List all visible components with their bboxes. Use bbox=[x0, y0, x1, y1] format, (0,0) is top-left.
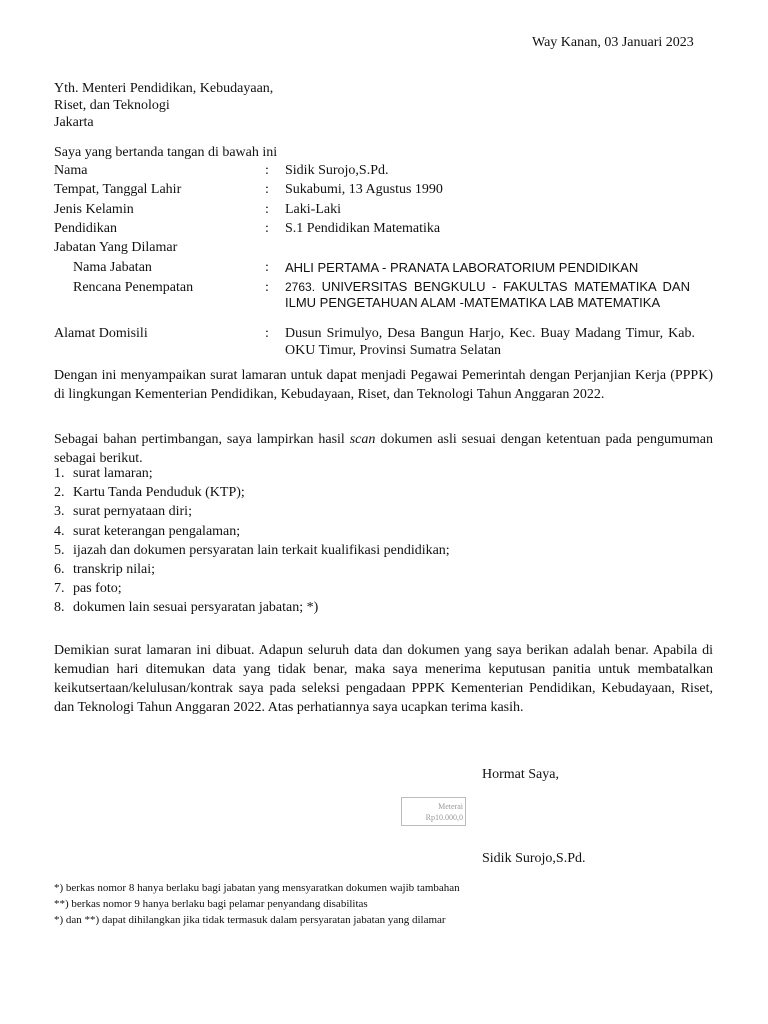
footnote: *) berkas nomor 8 hanya berlaku bagi jabatan yang mensyaratkan dokumen wajib tambahan bbox=[54, 882, 460, 894]
footnote: *) dan **) dapat dihilangkan jika tidak termasuk dalam persyaratan jabatan yang dilamar bbox=[54, 914, 446, 926]
list-text: transkrip nilai; bbox=[73, 561, 156, 577]
list-text: dokumen lain sesuai persyaratan jabatan; *) bbox=[73, 600, 319, 616]
list-text: ijazah dan dokumen persyaratan lain terkait kualifikasi pendidikan; bbox=[73, 542, 450, 558]
list-text: Kartu Tanda Penduduk (KTP); bbox=[73, 485, 245, 501]
field-label: Nama bbox=[54, 163, 88, 178]
field-colon: : bbox=[265, 182, 269, 197]
list-item bbox=[54, 524, 450, 543]
field-value: Dusun Srimulyo, Desa Bangun Harjo, Kec. Buay Madang Timur, Kab. OKU Timur, Provinsi Sumatra Selatan bbox=[285, 326, 695, 358]
recipient-line-3: Jakarta bbox=[54, 115, 94, 130]
stamp-line-1: Meterai bbox=[438, 802, 463, 811]
field-colon: : bbox=[265, 280, 269, 295]
list-number: 3. bbox=[54, 504, 65, 520]
list-number: 2. bbox=[54, 485, 65, 501]
list-text: surat pernyataan diri; bbox=[73, 504, 192, 520]
list-number: 8. bbox=[54, 600, 65, 616]
footnote: **) berkas nomor 9 hanya berlaku bagi pelamar penyandang disabilitas bbox=[54, 898, 368, 910]
list-item bbox=[54, 562, 450, 581]
field-label: Alamat Domisili bbox=[54, 326, 148, 341]
list-item bbox=[54, 543, 450, 562]
field-value: Laki-Laki bbox=[285, 202, 341, 217]
list-text: surat lamaran; bbox=[73, 466, 153, 481]
field-label: Nama Jabatan bbox=[73, 260, 152, 275]
field-colon: : bbox=[265, 221, 269, 236]
field-label: Tempat, Tanggal Lahir bbox=[54, 182, 182, 197]
field-value: S.1 Pendidikan Matematika bbox=[285, 221, 441, 236]
placement-text: UNIVERSITAS BENGKULU - FAKULTAS MATEMATIKA DAN ILMU PENGETAHUAN ALAM -MATEMATIKA LAB MATEMATIKA bbox=[285, 279, 690, 310]
footnotes bbox=[54, 880, 460, 928]
signer-name: Sidik Surojo,S.Pd. bbox=[482, 851, 586, 866]
field-label: Jenis Kelamin bbox=[54, 202, 134, 217]
list-number: 5. bbox=[54, 542, 65, 558]
list-text: surat keterangan pengalaman; bbox=[73, 523, 241, 539]
list-text: pas foto; bbox=[73, 581, 122, 597]
paragraph-2-italic: scan bbox=[349, 432, 376, 447]
paragraph-2-after: dokumen asli sesuai dengan ketentuan pada pengumuman sebagai berikut. bbox=[54, 432, 713, 466]
list-number: 4. bbox=[54, 523, 65, 539]
field-label: Rencana Penempatan bbox=[73, 280, 194, 295]
list-item bbox=[54, 504, 450, 523]
recipient-block bbox=[54, 80, 273, 131]
field-value bbox=[285, 279, 690, 310]
paragraph-2 bbox=[54, 430, 713, 468]
stamp-line-2: Rp10.000,0 bbox=[425, 813, 463, 822]
stamp-box bbox=[401, 797, 466, 826]
list-item bbox=[54, 581, 450, 600]
field-value: Sukabumi, 13 Agustus 1990 bbox=[285, 182, 443, 197]
list-number: 1. bbox=[54, 466, 65, 481]
field-label: Jabatan Yang Dilamar bbox=[54, 240, 178, 255]
field-colon: : bbox=[265, 326, 269, 341]
placement-code: 2763. bbox=[285, 280, 316, 294]
paragraph-1: Dengan ini menyampaikan surat lamaran untuk dapat menjadi Pegawai Pemerintah dengan Perjanjian Kerja (PPPK) di lingkungan Kementerian Pendidikan, Kebudayaan, Riset, dan Teknologi Tahun Anggaran 2022. bbox=[54, 368, 713, 402]
list-number: 7. bbox=[54, 581, 65, 597]
list-item bbox=[54, 600, 450, 619]
field-label: Pendidikan bbox=[54, 221, 117, 236]
field-value: AHLI PERTAMA - PRANATA LABORATORIUM PENDIDIKAN bbox=[285, 260, 639, 275]
intro-text: Saya yang bertanda tangan di bawah ini bbox=[54, 145, 278, 160]
attachment-list bbox=[54, 466, 450, 620]
place-date: Way Kanan, 03 Januari 2023 bbox=[532, 35, 694, 50]
field-colon: : bbox=[265, 163, 269, 178]
paragraph-2-before: Sebagai bahan pertimbangan, saya lampirkan hasil bbox=[54, 432, 350, 447]
field-value: Sidik Surojo,S.Pd. bbox=[285, 163, 389, 178]
closing-text: Hormat Saya, bbox=[482, 767, 559, 782]
list-item bbox=[54, 466, 450, 485]
list-item bbox=[54, 485, 450, 504]
paragraph-3: Demikian surat lamaran ini dibuat. Adapun seluruh data dan dokumen yang saya berikan adalah benar. Apabila di kemudian hari ditemukan data yang tidak benar, maka saya menerima keputusan panitia untuk membatalkan keikutsertaan/kelulusan/kontrak saya pada seleksi pengadaan PPPK Kementerian Pendidikan, Kebudayaan, Riset, dan Teknologi Tahun Anggaran 2022. Atas perhatiannya saya ucapkan terima kasih. bbox=[54, 643, 713, 715]
field-colon: : bbox=[265, 202, 269, 217]
recipient-line-1: Yth. Menteri Pendidikan, Kebudayaan, bbox=[54, 81, 274, 96]
list-number: 6. bbox=[54, 561, 65, 577]
field-colon: : bbox=[265, 260, 269, 275]
recipient-line-2: Riset, dan Teknologi bbox=[54, 98, 170, 113]
